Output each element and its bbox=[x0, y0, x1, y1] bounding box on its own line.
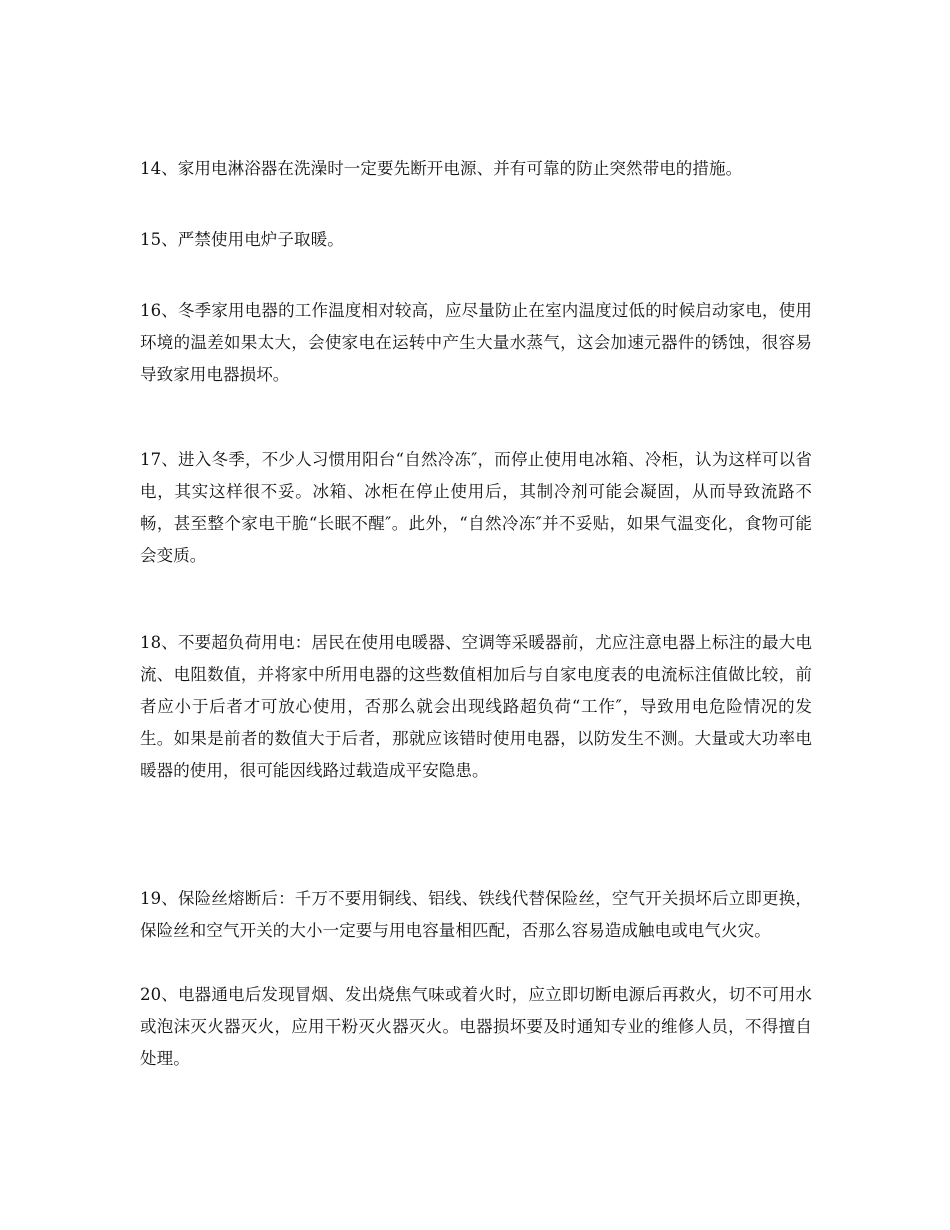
paragraph-item-14: 14、家用电淋浴器在洗澡时一定要先断开电源、并有可靠的防止突然带电的措施。 bbox=[140, 159, 743, 178]
paragraph-item-20: 20、电器通电后发现冒烟、发出烧焦气味或着火时，应立即切断电源后再救火，切不可用水或泡沫灭火器灭火，应用干粉灭火器灭火。电器损坏要及时通知专业的维修人员，不得擅自处理。 bbox=[140, 985, 812, 1068]
paragraph-item-17: 17、进入冬季，不少人习惯用阳台“自然冷冻″，而停止使用电冰箱、冷柜，认为这样可以省电，其实这样很不妥。冰箱、冰柜在停止使用后，其制冷剂可能会凝固，从而导致流路不畅，甚至整个家电干脆“长眠不醒″。此外，“自然冷冻″并不妥贴，如果气温变化，食物可能会变质。 bbox=[140, 450, 812, 565]
paragraph-item-15: 15、严禁使用电炉子取暖。 bbox=[140, 230, 344, 249]
paragraph-item-16: 16、冬季家用电器的工作温度相对较高，应尽量防止在室内温度过低的时候启动家电，使用环境的温差如果太大，会使家电在运转中产生大量水蒸气，这会加速元器件的锈蚀，很容易导致家用电器损坏。 bbox=[140, 301, 812, 384]
paragraph-item-18: 18、不要超负荷用电：居民在使用电暖器、空调等采暖器前，尤应注意电器上标注的最大电流、电阻数值，并将家中所用电器的这些数值相加后与自家电度表的电流标注值做比较，前者应小于后者才可放心使用，否那么就会出现线路超负荷“工作″，导致用电危险情况的发生。如果是前者的数值大于后者，那就应该错时使用电器，以防发生不测。大量或大功率电暖器的使用，很可能因线路过载造成平安隐患。 bbox=[140, 633, 812, 780]
paragraph-item-19: 19、保险丝熔断后：千万不要用铜线、铝线、铁线代替保险丝，空气开关损坏后立即更换，保险丝和空气开关的大小一定要与用电容量相匹配，否那么容易造成触电或电气火灾。 bbox=[140, 889, 812, 940]
